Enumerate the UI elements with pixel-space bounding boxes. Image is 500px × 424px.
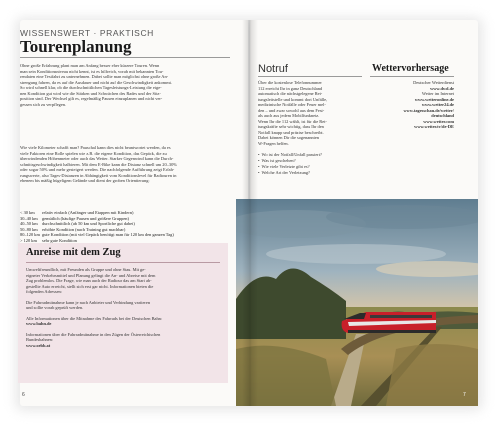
box-line: Bundesbahnen: [26, 337, 54, 342]
box-line: Zug problemlos. Die Frage, wie man auch der Radtour das am Start ab- [26, 278, 152, 283]
train-info-box [18, 243, 228, 383]
landscape-illustration [236, 199, 478, 406]
notfall-line: 112 erreicht Ihr in ganz Deutschland [258, 85, 323, 91]
notfall-line: den – und zwar sowohl aus dem Fest- [258, 107, 325, 113]
distance-km: 30–40 km [20, 215, 38, 221]
body-line: ebenem bis mäßig hügeligem Gelände und dient der groben Orientierung: [20, 178, 150, 183]
w-question: • Was ist geschehen? [258, 158, 296, 164]
body-line: viele Faktoren eine Rolle spielen wie z.B. die eigene Kondition, das Gepäck, die zu [20, 150, 167, 156]
distance-km: 80–120 km [20, 232, 40, 237]
wetter-row: www.wetter24.de [421, 102, 454, 107]
train-photo [236, 199, 478, 406]
page-number-left: 6 [22, 392, 25, 398]
distance-desc: erhöhte Kondition (nach Training gut machbar) [42, 226, 126, 232]
distance-desc: relativ einfach (Anfänger und Etappen mit Kindern) [42, 210, 134, 215]
distance-desc: sehr gute Kondition [42, 237, 77, 243]
intro-line: gessen sich zu verpflegen. [20, 101, 67, 107]
notfall-line: tungsleitstelle und kommt dort Unfälle, [258, 96, 328, 102]
wetter-row: www.dwd.de [430, 85, 454, 91]
wetter-row: www.tagesschau.de/wetter/ [403, 107, 454, 113]
intro-line: strengung fahren, da es auf die Ausdauer und nicht auf die Geschwindigkeit ankommt. [20, 79, 172, 85]
w-question: • Wie viele Verletzte gibt es? [258, 164, 310, 170]
body-line: schnittsgeschwindigkeit halbieren. Mit dem E-Bike kann die Distanz schnell um 20–30% [20, 161, 177, 167]
page-title: Tourenplanung [20, 37, 132, 56]
wetter-row: www.wetter.tv/de-DE [414, 124, 454, 129]
notfall-line: Dabei können Dir die sogenannten [258, 135, 319, 140]
notfall-line: tungskräfte sehr wichtig, dass Ihr den [258, 124, 324, 129]
title-rule [20, 57, 230, 58]
body-line: überwindenden Höhenmeter oder auch das Wetter. Starker Gegenwind kann die Durch- [20, 156, 174, 161]
distance-desc: durchschnittlich (ab 50 km und Sportliche gut dabei) [42, 221, 135, 226]
notfall-line: als auch aus jedem Mobilfunknetz. [258, 113, 320, 118]
intro-line: Ohne große Erfahrung plant man am Anfang besser eher kürzere Touren. Wenn [20, 63, 160, 68]
wetter-title: Wettervorhersage [372, 63, 449, 74]
distance-km: > 120 km [20, 237, 37, 243]
train [342, 312, 436, 333]
wetter-row: Deutscher Wetterdienst [413, 80, 454, 85]
box-line: eigneter Verkehrsmittel und Planung gelingt die An- und Abreise mit dem [26, 272, 156, 278]
wetter-row: deutschland [431, 113, 454, 118]
box-line: Informationen über die Fahrradmitnahme in den Zügen der Österreichischen [26, 331, 161, 337]
notfall-line: W-Fragen helfen. [258, 140, 289, 146]
box-line: und sollte vorab geprüft werden. [26, 305, 84, 310]
distance-list [20, 210, 220, 243]
wetter-rule [370, 76, 454, 77]
box-line: www.bahn.de [26, 321, 52, 326]
notfall-title: Notruf [258, 63, 288, 75]
w-question: • Welche Art der Verletzung? [258, 170, 310, 176]
intro-line: man sein Konditionsniveau nicht kennt, ist es hilfreich, vorab mit bekannten Tou- [20, 68, 164, 74]
book-gutter [242, 20, 258, 406]
notfall-line: medizinische Notfälle oder Feuer mel- [258, 102, 326, 107]
box-line: gestellte Auto erreicht, stellt sich erst gar nicht. Informationen bieten die [26, 283, 154, 289]
box-line: folgenden Adressen: [26, 289, 62, 294]
section-kicker: WISSENSWERT · PRAKTISCH [20, 28, 154, 38]
page-number-right: 7 [463, 392, 466, 398]
intro-line: nen Kondition gut wird wie die Stärken und Schwächen des Rades und der Sitz- [20, 90, 161, 96]
box-title: Anreise mit dem Zug [26, 247, 121, 258]
intro-line: So wird schnell klar, ob die durchschnittlichen Tagesleistungs-Leistung die eige- [20, 85, 162, 90]
notfall-line: automatisch die nächstgelegene Ret- [258, 91, 323, 96]
box-line: Alle Informationen über die Mitnahme des Fahrrads bei der Deutschen Bahn: [26, 315, 163, 321]
distance-desc: gute Kondition (mit viel Gepäck benötigt man für 120 km den ganzen Tag) [42, 232, 174, 237]
box-line: www.oebb.at [26, 342, 51, 348]
notfall-rule [258, 76, 362, 77]
distance-km: 40–50 km [20, 221, 38, 226]
body-line: Wie viele Kilometer schafft man? Pauschal kann dies nicht beantwortet werden, da es [20, 145, 171, 150]
box-rule [26, 262, 220, 263]
intro-line: position sind. Der Wechsel gilt es, regelmäßig Pausen einzuplanen und nicht ver- [20, 96, 163, 101]
body-line: oder sogar 50% und mehr gesteigert werden. Die nachfolgende Aufführung zeigt Erfah- [20, 167, 175, 172]
intro-line: rendaten eine Testfahrt zu unternehmen. Dabei sollte man möglichst ohne große An- [20, 74, 169, 79]
distance-desc: gemütlich (häufige Pausen und größere Gruppen) [42, 215, 129, 221]
box-line: Umweltfreundlich, mit Freunden als Gruppe und ohne Stau. Mit ge- [26, 267, 146, 272]
notfall-line: Über die kostenlose Telefonnummer [258, 80, 322, 85]
notfall-line: Wenn Ihr die 112 wählt, ist für die Ret- [258, 118, 327, 124]
distance-km: 50–80 km [20, 226, 38, 232]
w-question: • Wo ist der Notfall/Unfall passiert? [258, 152, 322, 158]
distance-km: < 30 km [20, 210, 35, 215]
wetter-row: www.wetteronline.de [414, 96, 454, 102]
box-line: Die Fahrradmitnahme kann je nach Anbieter und Verbindung variieren [26, 299, 151, 305]
wetter-row: www.wetter.com [423, 118, 454, 124]
wetter-row: Wetter im Internet [421, 91, 454, 96]
body-line: rungswerte, also Tages-Distanzen in Abhängigkeit vom Konditionslevel für Radtouren in [20, 172, 177, 178]
notfall-line: Notfall knapp und präzise beschreibt. [258, 129, 324, 135]
